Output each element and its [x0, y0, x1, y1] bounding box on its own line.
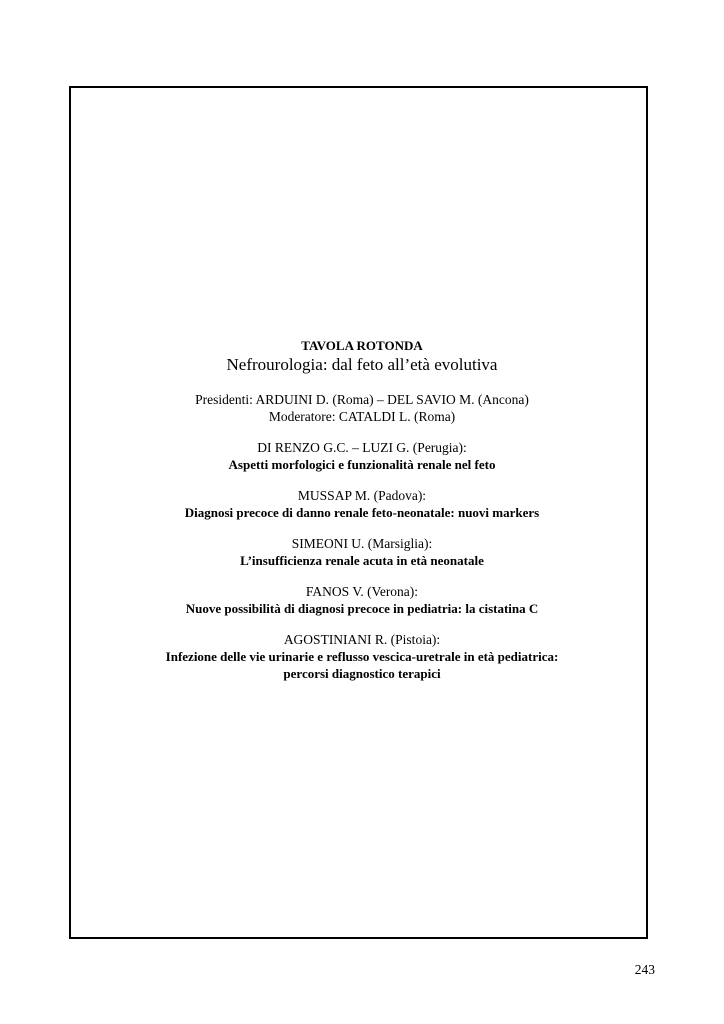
presidents-block	[69, 391, 655, 425]
session-talk-title: Aspetti morfologici e funzionalità renale nel feto	[228, 457, 496, 472]
session-talk-title-continued: percorsi diagnostico terapici	[283, 666, 441, 681]
section-eyebrow: TAVOLA ROTONDA	[301, 338, 423, 353]
session-item	[69, 631, 655, 682]
session-talk-title: Infezione delle vie urinarie e reflusso vescica-uretrale in età pediatrica:	[165, 649, 559, 664]
session-talk-title: Nuove possibilità di diagnosi precoce in pediatria: la cistatina C	[185, 601, 539, 616]
session-speakers: AGOSTINIANI R. (Pistoia):	[283, 632, 441, 647]
session-speakers: MUSSAP M. (Padova):	[297, 488, 427, 503]
presidents-line: Presidenti: ARDUINI D. (Roma) – DEL SAVIO M. (Ancona)	[195, 392, 529, 407]
page-number: 243	[634, 962, 655, 977]
session-item	[69, 535, 655, 569]
session-talk-title: Diagnosi precoce di danno renale feto-neonatale: nuovi markers	[184, 505, 540, 520]
session-speakers: SIMEONI U. (Marsiglia):	[291, 536, 433, 551]
session-talk-title: L’insufficienza renale acuta in età neonatale	[240, 553, 484, 568]
program-content	[69, 337, 655, 682]
session-item	[69, 583, 655, 617]
session-speakers: DI RENZO G.C. – LUZI G. (Perugia):	[257, 440, 467, 455]
page-title: Nefrourologia: dal feto all’età evolutiva	[226, 355, 498, 374]
moderator-line: Moderatore: CATALDI L. (Roma)	[268, 409, 456, 424]
session-item	[69, 487, 655, 521]
session-item	[69, 439, 655, 473]
session-speakers: FANOS V. (Verona):	[305, 584, 419, 599]
